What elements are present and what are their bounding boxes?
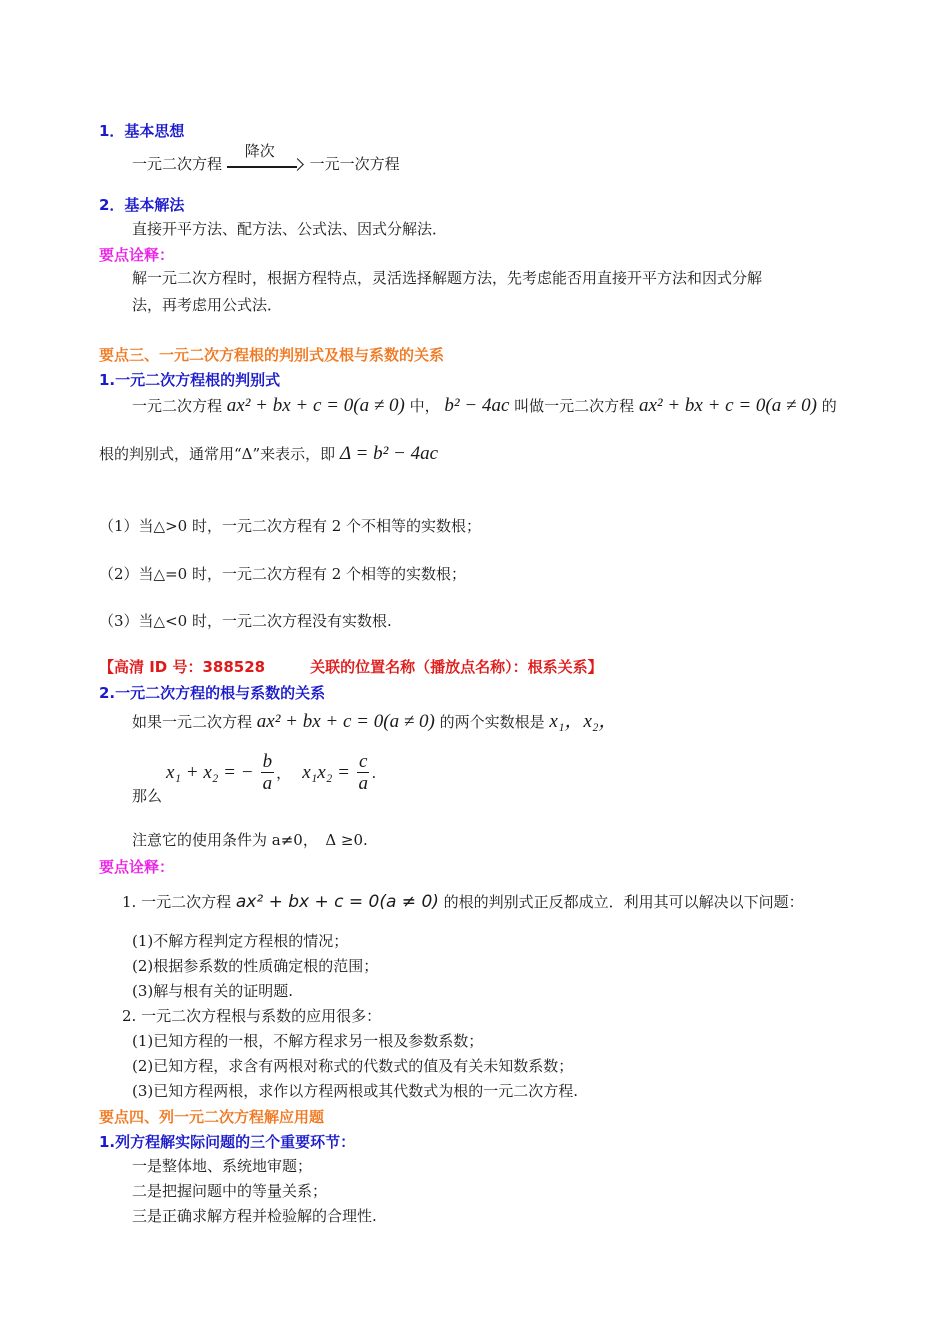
equation: ax² + bx + c = 0(a ≠ 0) [256,711,435,732]
heading-three-steps: 1.列方程解实际问题的三个重要环节： [99,1133,356,1151]
numerator: c [359,751,368,772]
note2-item1-sub1: (1)不解方程判定方程根的情况； [132,932,349,950]
usage-condition: 注意它的使用条件为 a≠0， Δ ≥0. [132,831,368,849]
note2-item2-sub3: (3)已知方程两根，求作以方程两根或其代数式为根的一元二次方程. [132,1082,579,1100]
case-2: （2）当△=0 时，一元二次方程有 2 个相等的实数根； [99,565,467,583]
note2-item1-sub3: (3)解与根有关的证明题. [132,982,294,1000]
note2-item2-sub2: (2)已知方程，求含有两根对称式的代数式的值及有关未知数系数； [132,1057,574,1075]
section-heading-4: 要点四、列一元二次方程解应用题 [99,1108,325,1126]
then-label: 那么 [132,787,163,805]
sum-lhs: x₁ + x₂ = − [166,762,254,783]
note2-item1 [122,892,804,912]
text: 中， [409,397,440,415]
step-3: 三是正确求解方程并检验解的合理性. [132,1207,377,1225]
quadratic-label: 一元二次方程 [132,155,223,173]
vieta-formulas: x₁ + x₂ = − $\frac{b}{a}$ ， x₁x₂ = $\frac{c}{a}$ . [166,751,377,794]
case-3: （3）当△<0 时，一元二次方程没有实数根. [99,612,392,630]
video-id-tag: 【高清 ID 号：388528 关联的位置名称（播放点名称）：根系关系】 [99,658,603,676]
step-1: 一是整体地、系统地审题； [132,1157,313,1175]
denominator: a [262,773,273,794]
delta-formula: Δ = b² − 4ac [339,443,439,464]
arrow-label: 降次 [244,142,275,160]
note2-item2: 2. 一元二次方程根与系数的应用很多： [122,1007,382,1025]
text: 的 [821,397,837,415]
discriminant-expr: b² − 4ac [444,395,510,416]
note-heading-2: 要点诠释： [99,858,175,876]
fraction-b-over-a [261,752,275,795]
linear-label: 一元一次方程 [309,155,400,173]
heading-discriminant: 1.一元二次方程根的判别式 [99,371,281,389]
discriminant-definition-line1 [132,396,837,416]
heading-basic-idea: 1．基本思想 [99,122,185,140]
note-heading: 要点诠释： [99,246,175,264]
roots: x₁，x₂， [549,711,618,732]
text: 根的判别式，通常用“Δ”来表示，即 [99,445,336,463]
equation: ax² + bx + c = 0(a ≠ 0) [235,892,439,912]
arrow-icon [227,142,305,175]
reduction-diagram [132,142,400,175]
heading-basic-methods: 2．基本解法 [99,196,185,214]
methods-text: 直接开平方法、配方法、公式法、因式分解法． [132,220,448,238]
text: 一元二次方程 [132,397,223,415]
case-1: （1）当△>0 时，一元二次方程有 2 个不相等的实数根； [99,517,482,535]
note-text-line2: 法，再考虑用公式法． [132,296,283,314]
heading-vieta: 2.一元二次方程的根与系数的关系 [99,684,326,702]
equation: ax² + bx + c = 0(a ≠ 0) [226,395,405,416]
text: 的两个实数根是 [439,713,545,731]
fraction-c-over-a [357,752,369,795]
equation: ax² + bx + c = 0(a ≠ 0) [638,395,817,416]
note-text-line1: 解一元二次方程时，根据方程特点，灵活选择解题方法，先考虑能否用直接开平方法和因式分解 [132,269,763,287]
vieta-intro [132,712,618,732]
discriminant-definition-line2 [99,444,438,464]
text: 的根的判别式正反都成立．利用其可以解决以下问题： [443,893,804,911]
section-heading-3: 要点三、一元二次方程根的判别式及根与系数的关系 [99,346,445,364]
text: 叫做一元二次方程 [514,397,635,415]
denominator: a [358,773,368,794]
note2-item1-sub2: (2)根据参系数的性质确定根的范围； [132,957,379,975]
text: 如果一元二次方程 [132,713,253,731]
numerator: b [262,751,273,772]
note2-item2-sub1: (1)已知方程的一根，不解方程求另一根及参数系数； [132,1032,484,1050]
product-lhs: x₁x₂ = [302,762,350,783]
text: 1. 一元二次方程 [122,893,232,911]
step-2: 二是把握问题中的等量关系； [132,1182,328,1200]
